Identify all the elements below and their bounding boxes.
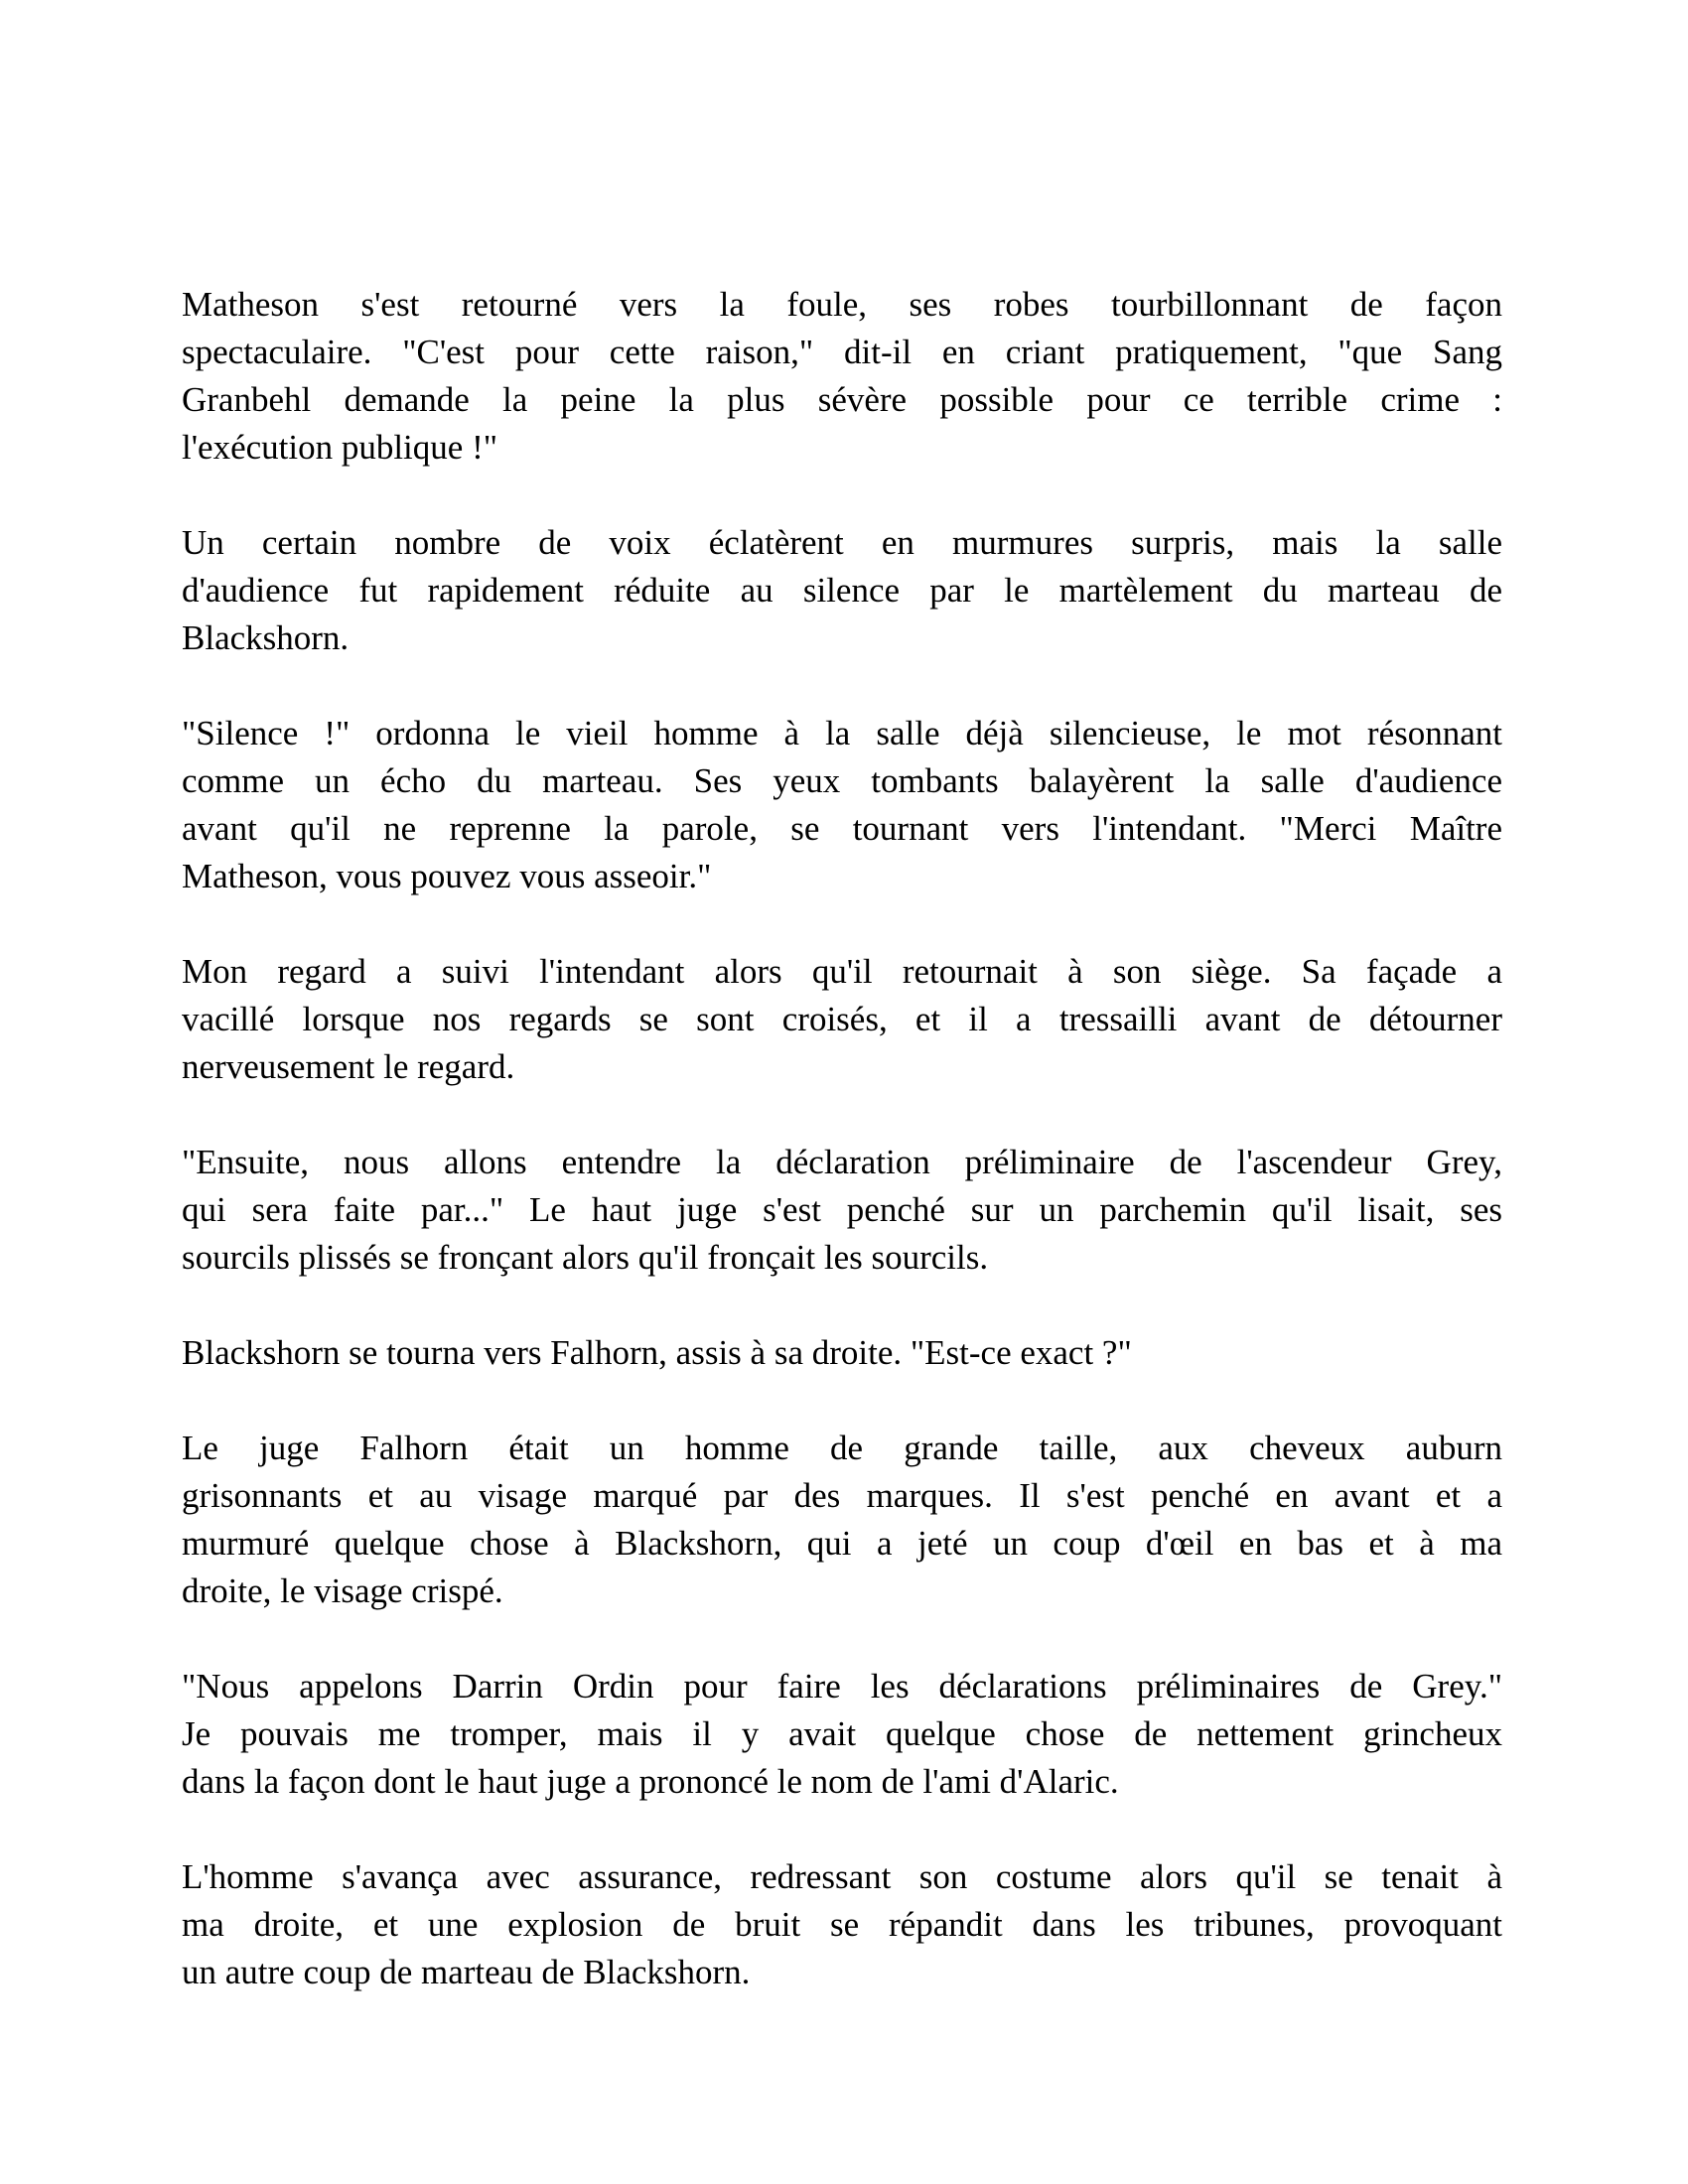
text-line: sourcils plissés se fronçant alors qu'il fronçait les sourcils. (182, 1238, 989, 1277)
paragraph-3 (182, 710, 1502, 900)
paragraph-7 (182, 1425, 1502, 1615)
text-line: l'exécution publique !" (182, 428, 498, 467)
paragraph-6 (182, 1329, 1502, 1377)
text-line: "Silence !" ordonna le vieil homme à la salle déjà silencieuse, le mot résonnant (182, 714, 1502, 752)
text-line: Un certain nombre de voix éclatèrent en murmures surpris, mais la salle (182, 523, 1502, 562)
text-line: spectaculaire. "C'est pour cette raison," dit-il en criant pratiquement, "que Sang (182, 333, 1502, 371)
paragraph-9 (182, 1853, 1502, 1996)
paragraph-8 (182, 1663, 1502, 1806)
text-line: Mon regard a suivi l'intendant alors qu'il retournait à son siège. Sa façade a (182, 952, 1502, 991)
paragraph-2 (182, 519, 1502, 662)
text-line: "Ensuite, nous allons entendre la déclaration préliminaire de l'ascendeur Grey, (182, 1143, 1502, 1181)
paragraph-4 (182, 948, 1502, 1091)
text-line: comme un écho du marteau. Ses yeux tombants balayèrent la salle d'audience (182, 761, 1502, 800)
text-line: Granbehl demande la peine la plus sévère possible pour ce terrible crime : (182, 380, 1502, 419)
text-line: dans la façon dont le haut juge a prononcé le nom de l'ami d'Alaric. (182, 1762, 1119, 1801)
text-line: Le juge Falhorn était un homme de grande taille, aux cheveux auburn (182, 1429, 1502, 1467)
text-line: Blackshorn se tourna vers Falhorn, assis à sa droite. "Est-ce exact ?" (182, 1333, 1132, 1372)
text-line: un autre coup de marteau de Blackshorn. (182, 1953, 751, 1991)
text-line: "Nous appelons Darrin Ordin pour faire les déclarations préliminaires de Grey." (182, 1667, 1502, 1706)
text-line: droite, le visage crispé. (182, 1571, 503, 1610)
text-line: murmuré quelque chose à Blackshorn, qui a jeté un coup d'œil en bas et à ma (182, 1524, 1502, 1563)
text-line: Blackshorn. (182, 618, 350, 657)
text-line: Matheson, vous pouvez vous asseoir." (182, 857, 712, 895)
text-line: ma droite, et une explosion de bruit se répandit dans les tribunes, provoquant (182, 1905, 1502, 1944)
text-line: Matheson s'est retourné vers la foule, ses robes tourbillonnant de façon (182, 285, 1502, 324)
document-page (182, 281, 1502, 2044)
text-line: grisonnants et au visage marqué par des marques. Il s'est penché en avant et a (182, 1476, 1502, 1515)
text-line: vacillé lorsque nos regards se sont croisés, et il a tressailli avant de détourner (182, 1000, 1502, 1038)
text-line: d'audience fut rapidement réduite au silence par le martèlement du marteau de (182, 571, 1502, 610)
text-line: L'homme s'avança avec assurance, redressant son costume alors qu'il se tenait à (182, 1857, 1502, 1896)
text-line: nerveusement le regard. (182, 1047, 515, 1086)
paragraph-1 (182, 281, 1502, 472)
paragraph-5 (182, 1139, 1502, 1282)
text-line: Je pouvais me tromper, mais il y avait quelque chose de nettement grincheux (182, 1714, 1502, 1753)
text-line: avant qu'il ne reprenne la parole, se tournant vers l'intendant. "Merci Maître (182, 809, 1502, 848)
text-line: qui sera faite par..." Le haut juge s'est penché sur un parchemin qu'il lisait, ses (182, 1190, 1502, 1229)
